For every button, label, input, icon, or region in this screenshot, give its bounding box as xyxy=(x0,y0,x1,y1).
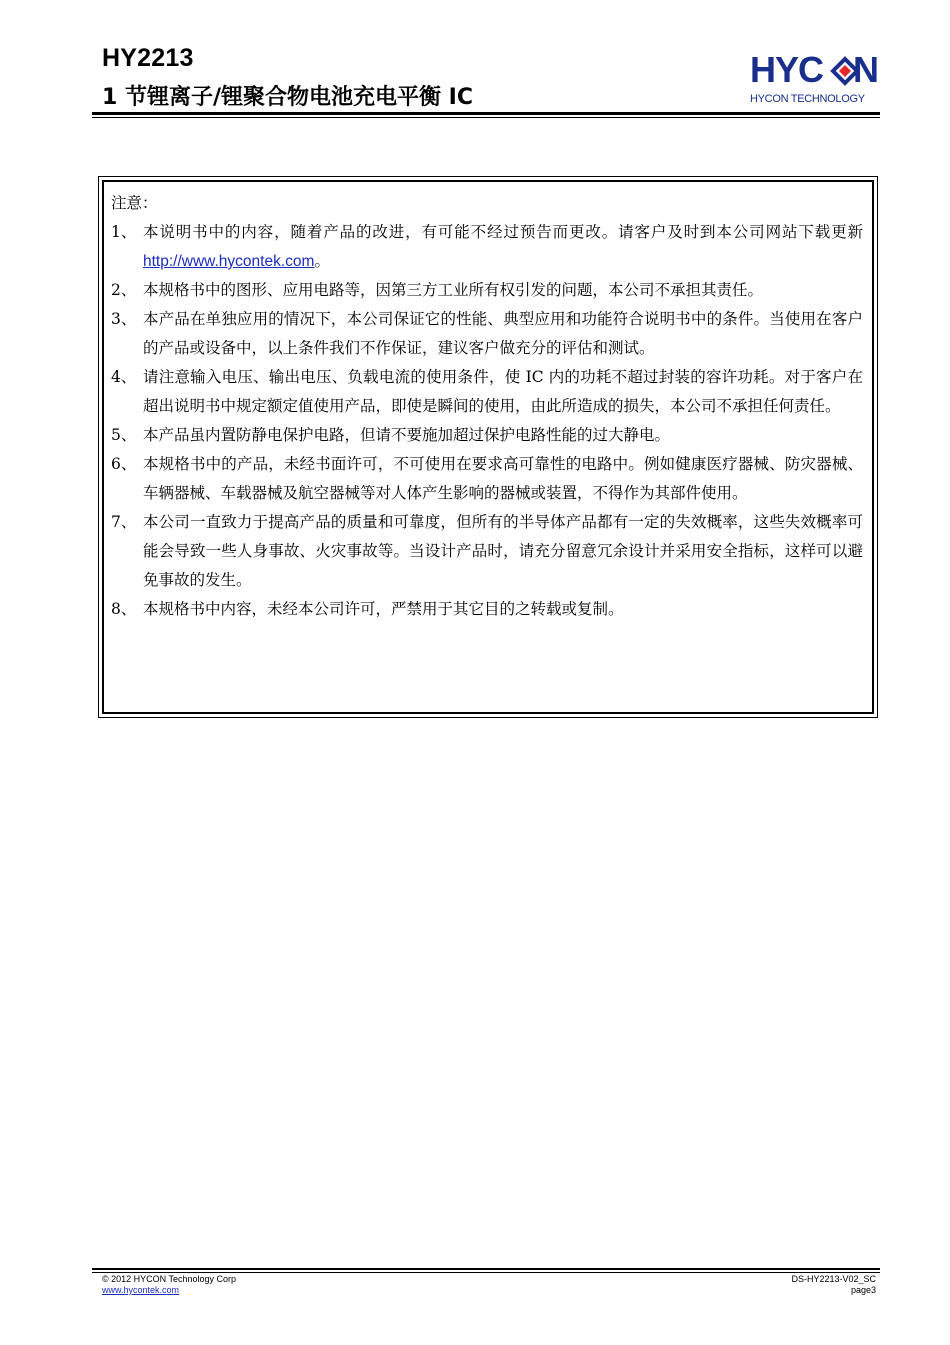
notice-item-1 xyxy=(111,218,863,276)
notice-item-text xyxy=(143,218,863,276)
notice-item-text: 本公司一直致力于提高产品的质量和可靠度，但所有的半导体产品都有一定的失效概率，这些失效概率可能会导致一些人身事故、火灾事故等。当设计产品时，请充分留意冗余设计并采用安全指标，这样可以避免事故的发生。 xyxy=(143,513,863,589)
notice-content xyxy=(111,189,863,624)
footer-left xyxy=(102,1274,236,1296)
logo-subtext: HYCON TECHNOLOGY xyxy=(750,93,865,105)
notice-item-6 xyxy=(111,450,863,508)
notice-item-text: 本规格书中内容，未经本公司许可，严禁用于其它目的之转载或复制。 xyxy=(143,600,624,618)
document-subtitle: 1 节锂离子/锂聚合物电池充电平衡 IC xyxy=(102,85,473,110)
footer-document-id: DS-HY2213-V02_SC xyxy=(791,1274,876,1284)
footer-website-link[interactable]: www.hycontek.com xyxy=(102,1285,180,1295)
website-link[interactable]: http://www.hycontek.com xyxy=(143,253,315,270)
footer-divider-thin xyxy=(92,1272,880,1273)
notice-item-3 xyxy=(111,305,863,363)
notice-item-number: 6、 xyxy=(111,455,137,473)
footer-page-number: page3 xyxy=(850,1285,876,1295)
notice-item-1-suffix: 。 xyxy=(314,252,330,270)
notice-item-2 xyxy=(111,276,863,305)
notice-item-text: 本产品在单独应用的情况下，本公司保证它的性能、典型应用和功能符合说明书中的条件。当使用在客户的产品或设备中，以上条件我们不作保证，建议客户做充分的评估和测试。 xyxy=(143,310,863,357)
hycon-logo xyxy=(750,49,880,108)
notice-item-number: 5、 xyxy=(111,426,137,444)
notice-item-1-text: 本说明书中的内容，随着产品的改进，有可能不经过预告而更改。请客户及时到本公司网站下载更新 xyxy=(143,223,863,241)
footer-divider-thick xyxy=(92,1268,880,1270)
notice-item-text: 本产品虽内置防静电保护电路，但请不要施加超过保护电路性能的过大静电。 xyxy=(143,426,671,444)
notice-item-number: 1、 xyxy=(111,223,137,241)
notice-item-number: 8、 xyxy=(111,600,137,618)
notice-item-number: 3、 xyxy=(111,310,137,328)
notice-item-7 xyxy=(111,508,863,595)
header-divider-thick xyxy=(92,112,880,115)
footer-copyright: © 2012 HYCON Technology Corp xyxy=(102,1274,237,1284)
notice-item-number: 7、 xyxy=(111,513,137,531)
document-model-title: HY2213 xyxy=(102,44,194,72)
footer-right xyxy=(791,1274,876,1296)
notice-item-number: 2、 xyxy=(111,281,137,299)
notice-item-text: 本规格书中的产品，未经书面许可，不可使用在要求高可靠性的电路中。例如健康医疗器械、防灾器械、车辆器械、车载器械及航空器械等对人体产生影响的器械或装置，不得作为其部件使用。 xyxy=(143,455,863,502)
hycon-logo-mark-icon xyxy=(830,56,860,86)
notice-item-5 xyxy=(111,421,863,450)
notice-item-8 xyxy=(111,595,863,624)
notice-item-number: 4、 xyxy=(111,368,137,386)
notice-item-4 xyxy=(111,363,863,421)
notice-title: 注意： xyxy=(111,194,158,212)
notice-box xyxy=(98,176,878,718)
logo-wordmark: HYC N xyxy=(750,49,879,90)
notice-item-text: 本规格书中的图形、应用电路等，因第三方工业所有权引发的问题，本公司不承担其责任。 xyxy=(143,281,764,299)
header-divider-thin xyxy=(92,117,880,118)
notice-item-text: 请注意输入电压、输出电压、负载电流的使用条件，使 IC 内的功耗不超过封装的容许功耗。对于客户在超出说明书中规定额定值使用产品，即使是瞬间的使用，由此所造成的损失，本公司不承担任何责任。 xyxy=(143,368,863,415)
